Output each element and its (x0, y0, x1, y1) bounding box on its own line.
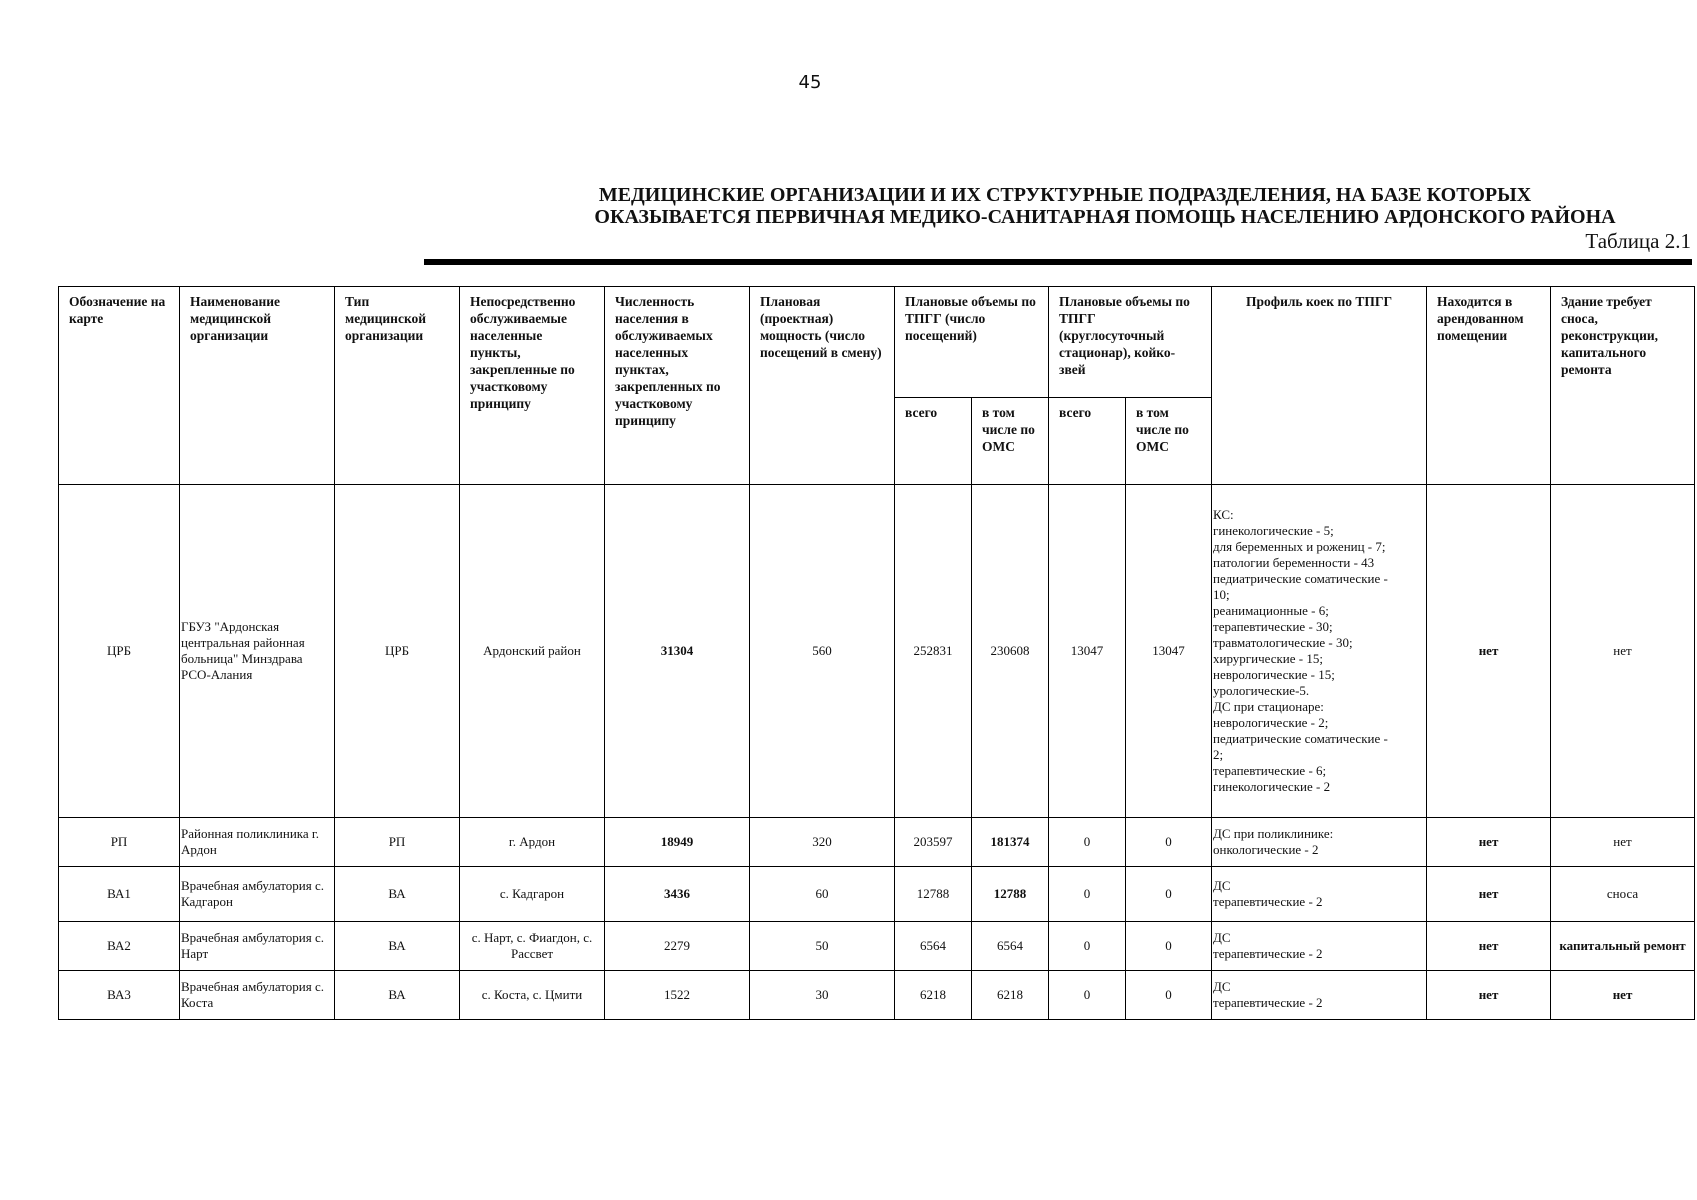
profile-line: ДС (1213, 878, 1231, 893)
organizations-table (58, 286, 1695, 1020)
title-rule (424, 259, 1692, 265)
cell-population: 31304 (605, 485, 750, 818)
title-line-1: МЕДИЦИНСКИЕ ОРГАНИЗАЦИИ И ИХ СТРУКТУРНЫЕ ПОДРАЗДЕЛЕНИЯ, НА БАЗЕ КОТОРЫХ (598, 184, 1532, 206)
cell-type: ВА (335, 867, 460, 922)
header-org-name: Наименование медицинской организации (180, 287, 335, 485)
profile-line: травматологические - 30; (1213, 635, 1353, 650)
cell-beds-total: 0 (1049, 867, 1126, 922)
cell-code: ВА1 (59, 867, 180, 922)
page-number: 45 (798, 72, 822, 93)
cell-leased: нет (1427, 971, 1551, 1020)
cell-visits-total: 6564 (895, 922, 972, 971)
cell-visits-oms: 230608 (972, 485, 1049, 818)
header-repair: Здание требует сноса, реконструкции, капитального ремонта (1551, 287, 1695, 485)
table-row (59, 485, 1695, 818)
cell-name: Районная поликлиника г. Ардон (180, 818, 335, 867)
cell-beds-oms: 0 (1126, 818, 1212, 867)
cell-leased: нет (1427, 818, 1551, 867)
cell-points: Ардонский район (460, 485, 605, 818)
cell-points: с. Кадгарон (460, 867, 605, 922)
cell-capacity: 320 (750, 818, 895, 867)
header-visits-group: Плановые объемы по ТПГГ (число посещений) (895, 287, 1049, 398)
cell-points: г. Ардон (460, 818, 605, 867)
cell-population: 2279 (605, 922, 750, 971)
cell-beds-oms: 0 (1126, 867, 1212, 922)
cell-population: 18949 (605, 818, 750, 867)
cell-code: ЦРБ (59, 485, 180, 818)
profile-line: урологические-5. (1213, 683, 1310, 698)
profile-line: онкологические - 2 (1213, 842, 1319, 857)
cell-repair: капитальный ремонт (1551, 922, 1695, 971)
title-line-2: ОКАЗЫВАЕТСЯ ПЕРВИЧНАЯ МЕДИКО-САНИТАРНАЯ ПОМОЩЬ НАСЕЛЕНИЮ АРДОНСКОГО РАЙОНА (594, 206, 1616, 228)
cell-profile (1212, 485, 1427, 818)
profile-line: для беременных и рожениц - 7; (1213, 539, 1386, 554)
cell-population: 1522 (605, 971, 750, 1020)
profile-line: педиатрические соматические - (1213, 731, 1388, 746)
cell-type: ВА (335, 971, 460, 1020)
header-visits-total: всего (895, 398, 972, 485)
cell-profile (1212, 971, 1427, 1020)
cell-profile (1212, 818, 1427, 867)
cell-profile (1212, 867, 1427, 922)
profile-line: гинекологические - 2 (1213, 779, 1331, 794)
cell-repair: нет (1551, 485, 1695, 818)
profile-line: терапевтические - 2 (1213, 995, 1323, 1010)
cell-name: Врачебная амбулатория с. Коста (180, 971, 335, 1020)
cell-code: ВА3 (59, 971, 180, 1020)
table-row (59, 818, 1695, 867)
profile-line: неврологические - 15; (1213, 667, 1335, 682)
cell-visits-oms: 6218 (972, 971, 1049, 1020)
cell-beds-total: 0 (1049, 818, 1126, 867)
cell-visits-oms: 12788 (972, 867, 1049, 922)
profile-line: терапевтические - 30; (1213, 619, 1333, 634)
cell-capacity: 50 (750, 922, 895, 971)
profile-line: ДС при стационаре: (1213, 699, 1324, 714)
profile-line: терапевтические - 2 (1213, 946, 1323, 961)
header-beds-oms: в том числе по ОМС (1126, 398, 1212, 485)
cell-name: Врачебная амбулатория с. Кадгарон (180, 867, 335, 922)
document-title (440, 184, 1690, 228)
table-row (59, 971, 1695, 1020)
cell-capacity: 60 (750, 867, 895, 922)
cell-visits-total: 203597 (895, 818, 972, 867)
cell-capacity: 560 (750, 485, 895, 818)
cell-points: с. Нарт, с. Фиагдон, с. Рассвет (460, 922, 605, 971)
cell-beds-total: 0 (1049, 971, 1126, 1020)
cell-type: РП (335, 818, 460, 867)
cell-visits-total: 252831 (895, 485, 972, 818)
header-population: Численность населения в обслуживаемых населенных пунктах, закрепленных по участковому принципу (605, 287, 750, 485)
cell-leased: нет (1427, 485, 1551, 818)
cell-leased: нет (1427, 867, 1551, 922)
header-beds-total: всего (1049, 398, 1126, 485)
cell-visits-oms: 6564 (972, 922, 1049, 971)
profile-line: ДС при поликлинике: (1213, 826, 1334, 841)
profile-line: ДС (1213, 930, 1231, 945)
table-row (59, 922, 1695, 971)
cell-visits-total: 6218 (895, 971, 972, 1020)
cell-beds-oms: 13047 (1126, 485, 1212, 818)
profile-line: педиатрические соматические - (1213, 571, 1388, 586)
profile-line: терапевтические - 6; (1213, 763, 1327, 778)
profile-line: терапевтические - 2 (1213, 894, 1323, 909)
cell-repair: сноса (1551, 867, 1695, 922)
header-capacity: Плановая (проектная) мощность (число посещений в смену) (750, 287, 895, 485)
cell-type: ВА (335, 922, 460, 971)
cell-capacity: 30 (750, 971, 895, 1020)
cell-visits-total: 12788 (895, 867, 972, 922)
profile-line: реанимационные - 6; (1213, 603, 1329, 618)
profile-line: КС: (1213, 507, 1234, 522)
header-visits-oms: в том числе по ОМС (972, 398, 1049, 485)
header-leased: Находится в арендованном помещении (1427, 287, 1551, 485)
cell-repair: нет (1551, 818, 1695, 867)
cell-points: с. Коста, с. Цмити (460, 971, 605, 1020)
cell-type: ЦРБ (335, 485, 460, 818)
cell-code: ВА2 (59, 922, 180, 971)
profile-line: патологии беременности - 43 (1213, 555, 1375, 570)
header-beds-group: Плановые объемы по ТПГГ (круглосуточный стационар), койко-звей (1049, 287, 1212, 398)
cell-beds-total: 13047 (1049, 485, 1126, 818)
header-org-type: Тип медицинской организации (335, 287, 460, 485)
profile-line: хирургические - 15; (1213, 651, 1323, 666)
cell-profile (1212, 922, 1427, 971)
header-served-points: Непосредственно обслуживаемые населенные пункты, закрепленные по участковому принципу (460, 287, 605, 485)
cell-repair: нет (1551, 971, 1695, 1020)
cell-name: ГБУЗ "Ардонская центральная районная больница" Минздрава РСО-Алания (180, 485, 335, 818)
profile-line: 10; (1213, 587, 1230, 602)
header-profile: Профиль коек по ТПГГ (1212, 287, 1427, 485)
profile-line: ДС (1213, 979, 1231, 994)
profile-line: гинекологические - 5; (1213, 523, 1334, 538)
cell-beds-oms: 0 (1126, 922, 1212, 971)
profile-line: 2; (1213, 747, 1224, 762)
cell-visits-oms: 181374 (972, 818, 1049, 867)
cell-beds-total: 0 (1049, 922, 1126, 971)
profile-line: неврологические - 2; (1213, 715, 1329, 730)
cell-leased: нет (1427, 922, 1551, 971)
table-row (59, 867, 1695, 922)
cell-population: 3436 (605, 867, 750, 922)
cell-name: Врачебная амбулатория с. Нарт (180, 922, 335, 971)
table-number: Таблица 2.1 (1585, 229, 1691, 253)
header-map-code: Обозначение на карте (59, 287, 180, 485)
cell-code: РП (59, 818, 180, 867)
cell-beds-oms: 0 (1126, 971, 1212, 1020)
